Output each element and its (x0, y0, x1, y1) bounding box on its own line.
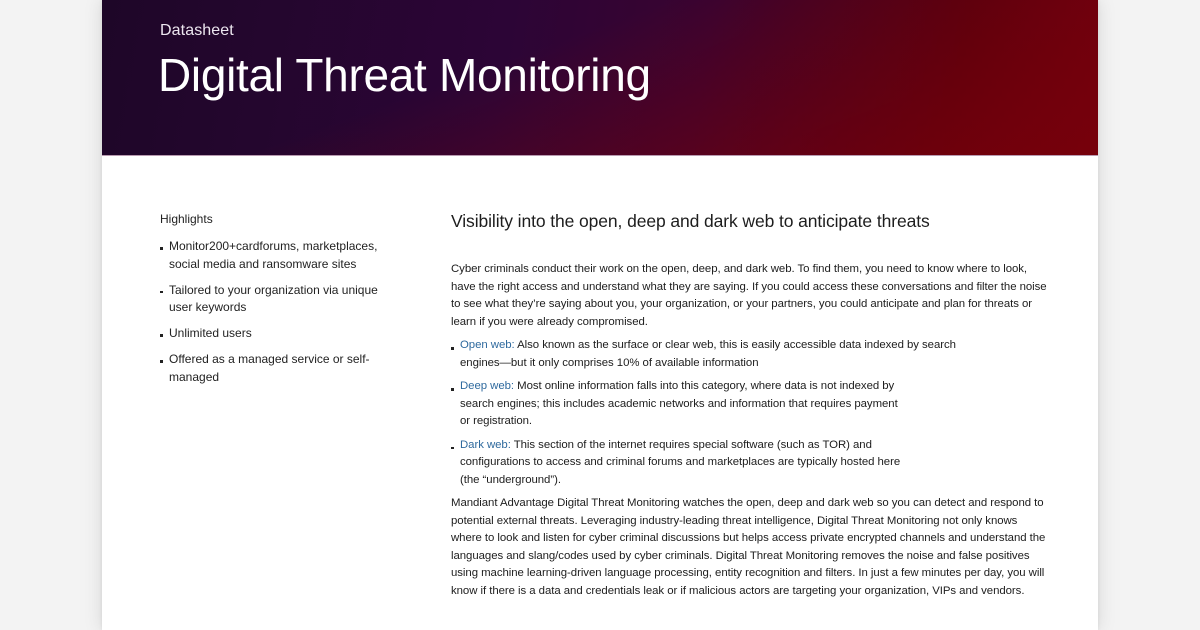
highlights-heading: Highlights (160, 212, 213, 226)
highlight-item (160, 351, 390, 386)
web-type-item-deep (451, 378, 901, 431)
highlight-text: Monitor200+cardforums, marketplaces, social media and ransomware sites (169, 239, 378, 271)
highlights-list (160, 238, 390, 386)
web-type-item-dark (451, 437, 901, 490)
section-heading: Visibility into the open, deep and dark web to anticipate threats (451, 211, 930, 231)
bullet-icon (451, 388, 454, 391)
intro-paragraph: Cyber criminals conduct their work on the open, deep, and dark web. To find them, you need to know where to look, have the right access and understand what they are saying. If you could access these conversations and filter the noise to see what they’re saying about you, your organization, or your partners, you could anticipate and plan for threats or learn if you were already compromised. (451, 263, 1047, 328)
hero-banner (102, 0, 1098, 156)
highlight-item (160, 238, 390, 273)
closing-paragraph: Mandiant Advantage Digital Threat Monitoring watches the open, deep and dark web so you can detect and respond to potential external threats. Leveraging industry-leading threat intelligence, Digital Threat Monitoring not only knows where to look and listen for cyber criminal discussions but helps access private encrypted channels and understand the languages and slang/codes used by cyber criminals. Digital Threat Monitoring removes the noise and false positives using machine learning-driven language processing, entity recognition and filters. In just a few minutes per day, you will know if there is a data and credentials leak or if malicious actors are targeting your organization, VIPs and vendors. (451, 497, 1046, 597)
main-content (451, 211, 1047, 600)
web-type-term: Deep web: (460, 380, 515, 392)
highlight-item (160, 282, 390, 317)
bullet-icon (160, 360, 163, 363)
web-type-description: Most online information falls into this category, where data is not indexed by search engines; this includes academic networks and information that requires payment or registration. (460, 380, 898, 427)
web-type-term: Open web: (460, 339, 515, 351)
web-types-list (451, 337, 1047, 489)
page-title: Digital Threat Monitoring (158, 49, 651, 101)
highlight-item (160, 325, 390, 343)
web-type-item-open (451, 337, 981, 372)
datasheet-page (102, 0, 1098, 630)
bullet-icon (160, 247, 163, 250)
bullet-icon (160, 291, 163, 294)
web-type-description: Also known as the surface or clear web, this is easily accessible data indexed by search engines—but it only comprises 10% of available information (460, 339, 956, 369)
highlight-text: Unlimited users (169, 326, 252, 340)
web-type-term: Dark web: (460, 438, 511, 451)
document-type-label: Datasheet (160, 22, 234, 39)
highlights-sidebar (160, 212, 390, 395)
bullet-icon (451, 447, 454, 450)
highlight-text: Offered as a managed service or self-managed (169, 352, 370, 384)
highlight-text: Tailored to your organization via unique user keywords (169, 282, 378, 314)
bullet-icon (451, 347, 454, 350)
bullet-icon (160, 334, 163, 337)
web-type-description: This section of the internet requires special software (such as TOR) and configurations to access and criminal forums and marketplaces are typically hosted here (the “underground”). (460, 438, 901, 486)
